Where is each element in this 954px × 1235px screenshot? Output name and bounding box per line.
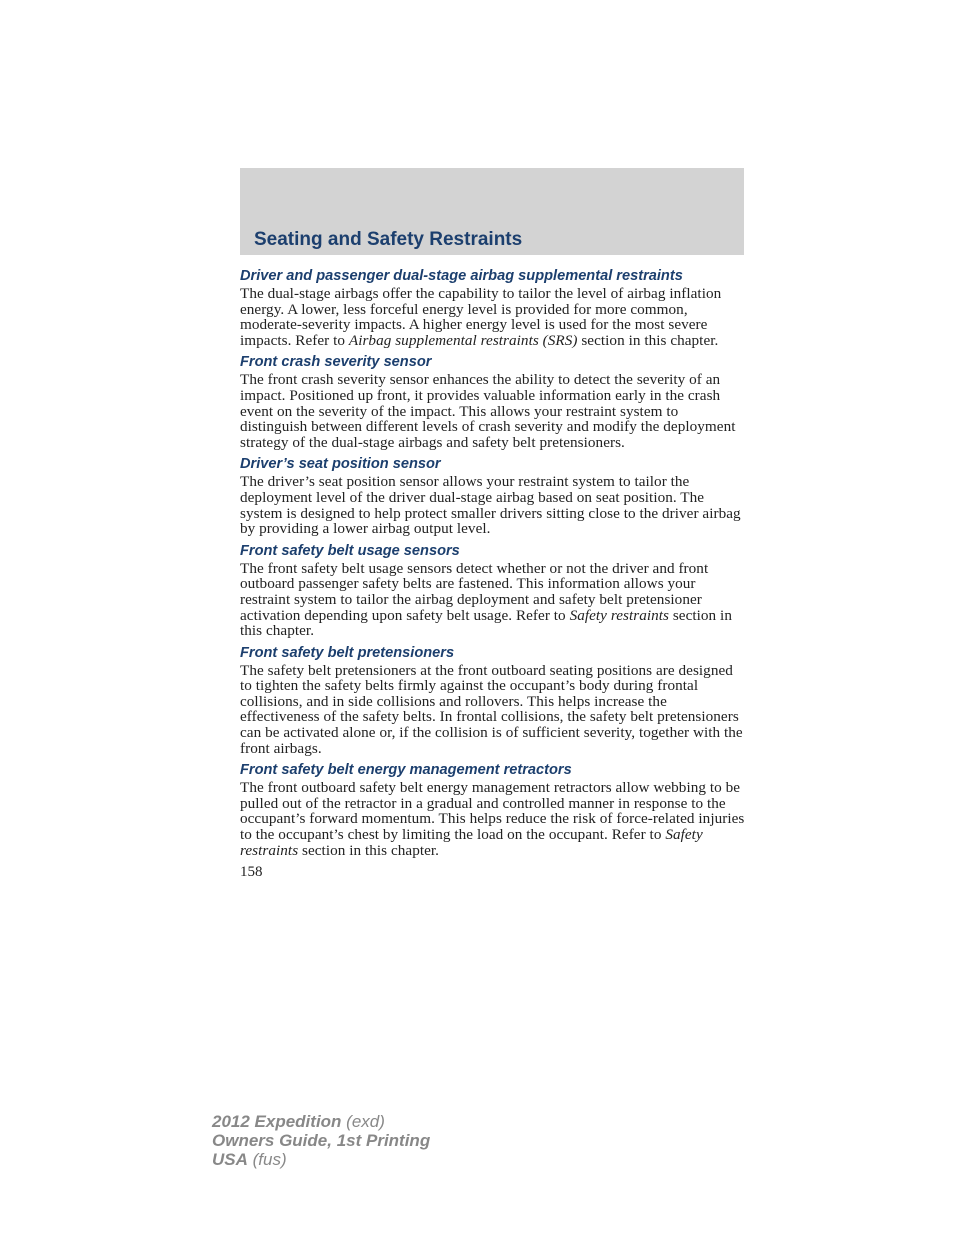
section-heading-belt-usage-sensors: Front safety belt usage sensors	[240, 542, 460, 559]
footer-line-market	[212, 1150, 430, 1169]
page-number: 158	[240, 864, 263, 881]
cross-reference: Safety restraints	[240, 826, 703, 859]
text-segment: section in this chapter.	[298, 841, 440, 859]
section-heading-crash-severity-sensor: Front crash severity sensor	[240, 354, 432, 371]
section-text-belt-usage-sensors	[240, 561, 746, 639]
text-segment: The front safety belt usage sensors detect whether or not the driver and front outboard passenger safety belts are fastened. This information allows your restraint system to tailor the airbag deployment and safety belt pretensioner activation depending upon safety belt usage. Refer to	[240, 559, 709, 624]
section-text-crash-severity-sensor: The front crash severity sensor enhances the ability to detect the severity of an impact. Positioned up front, it provides valuable information early in the crash event on the severity of the impact. This allows your restraint system to distinguish between different levels of crash severity and modify the deployment strategy of the dual-stage airbags and safety belt pretensioners.	[240, 371, 736, 451]
cross-reference: Airbag supplemental restraints (SRS)	[348, 331, 578, 349]
chapter-title: Seating and Safety Restraints	[254, 229, 523, 250]
text-segment: The front outboard safety belt energy management retractors allow webbing to be pulled out of the retractor in a gradual and controlled manner in response to the occupant’s forward momentum. This helps reduce the risk of force-related injuries to the occupant’s chest by limiting the load on the occupant. Refer to	[240, 779, 745, 844]
text-segment: section in this chapter.	[577, 331, 719, 349]
footer-line-model	[212, 1112, 430, 1131]
publication-footer	[212, 1112, 430, 1169]
page-content	[240, 266, 746, 882]
section-heading-dual-stage-airbag: Driver and passenger dual-stage airbag supplemental restraints	[240, 268, 683, 284]
text-segment: The dual-stage airbags offer the capability to tailor the level of airbag inflation energy. A lower, less forceful energy level is provided for more common, moderate-severity impacts. A higher energy level is used for the most severe impacts. Refer to	[240, 285, 722, 349]
footer-model-code: (exd)	[341, 1112, 385, 1131]
footer-market-code: (fus)	[247, 1150, 287, 1169]
section-text-dual-stage-airbag	[240, 286, 746, 348]
footer-market: USA	[212, 1150, 248, 1169]
text-segment: section in this chapter.	[240, 606, 732, 640]
footer-model: 2012 Expedition	[212, 1112, 342, 1131]
section-text-belt-pretensioners: The safety belt pretensioners at the front outboard seating positions are designed to tighten the safety belts firmly against the occupant’s body during frontal collisions, and in side collisions and rollovers. This helps increase the effectiveness of the safety belts. In frontal collisions, the safety belt pretensioners can be activated alone or, if the collision is of sufficient severity, together with the front airbags.	[240, 661, 743, 757]
chapter-header	[240, 168, 744, 255]
section-heading-energy-management-retractors: Front safety belt energy management retractors	[240, 762, 572, 779]
section-heading-seat-position-sensor: Driver’s seat position sensor	[240, 456, 441, 473]
section-heading-belt-pretensioners: Front safety belt pretensioners	[240, 644, 455, 661]
footer-line-edition: Owners Guide, 1st Printing	[212, 1131, 431, 1150]
section-text-energy-management-retractors	[240, 780, 746, 858]
section-text-seat-position-sensor: The driver’s seat position sensor allows your restraint system to tailor the deployment level of the driver dual-stage airbag based on seat position. The system is designed to help protect smaller drivers sitting close to the driver airbag by providing a lower airbag output level.	[240, 473, 741, 538]
cross-reference: Safety restraints	[569, 606, 669, 624]
